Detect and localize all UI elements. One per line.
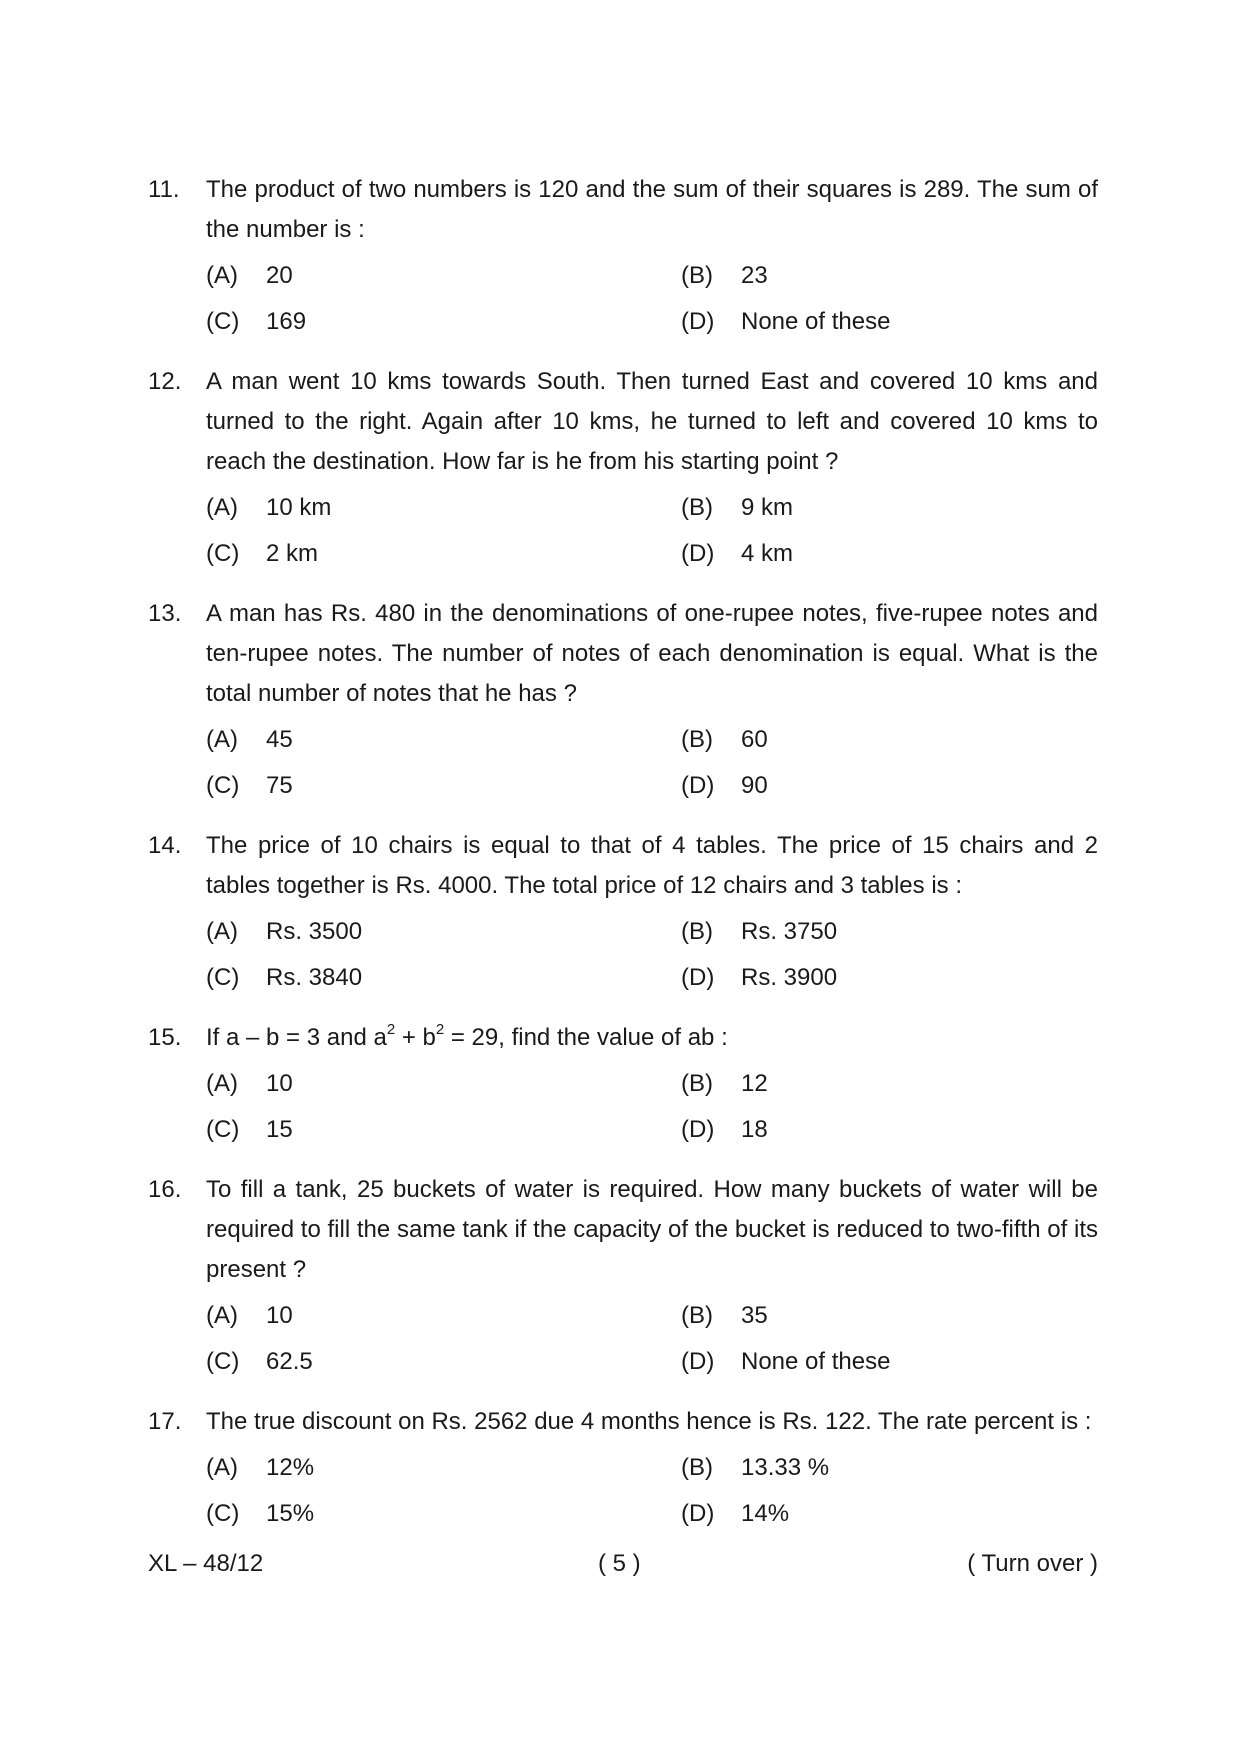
option-a	[206, 488, 681, 528]
option-value: 23	[741, 262, 768, 289]
option-value: Rs. 3840	[266, 964, 363, 991]
option-b	[681, 720, 1098, 760]
question-text: The product of two numbers is 120 and the sum of their squares is 289. The sum of the number is :	[206, 176, 1098, 243]
option-label: (C)	[206, 1500, 240, 1527]
option-label: (A)	[206, 1302, 238, 1329]
option-a	[206, 256, 681, 296]
option-label: (B)	[681, 1302, 713, 1329]
option-b	[681, 912, 1098, 952]
option-label: (D)	[681, 1500, 715, 1527]
option-label: (D)	[681, 308, 715, 335]
option-value: 10 km	[266, 494, 332, 521]
question-11	[148, 170, 1098, 342]
option-c	[206, 766, 681, 806]
option-c	[206, 1110, 681, 1150]
option-value: 60	[741, 726, 768, 753]
turn-over-note: ( Turn over )	[967, 1550, 1098, 1577]
question-text-part: + b	[395, 1024, 436, 1051]
option-label: (C)	[206, 308, 240, 335]
question-12	[148, 362, 1098, 574]
question-list	[148, 170, 1098, 1554]
question-number: 13.	[148, 600, 182, 627]
options	[206, 488, 1098, 574]
option-label: (B)	[681, 1454, 713, 1481]
paper-code: XL – 48/12	[148, 1550, 264, 1577]
option-label: (C)	[206, 772, 240, 799]
option-value: 90	[741, 772, 768, 799]
option-label: (A)	[206, 1070, 238, 1097]
option-label: (A)	[206, 494, 238, 521]
superscript: 2	[435, 1021, 445, 1038]
options	[206, 912, 1098, 998]
question-number: 16.	[148, 1176, 182, 1203]
option-c	[206, 302, 681, 342]
option-value: 9 km	[741, 494, 794, 521]
option-label: (B)	[681, 1070, 713, 1097]
question-16	[148, 1170, 1098, 1382]
question-14	[148, 826, 1098, 998]
question-number: 11.	[148, 176, 180, 203]
option-value: Rs. 3500	[266, 918, 363, 945]
question-text: To fill a tank, 25 buckets of water is required. How many buckets of water will be required to fill the same tank if the capacity of the bucket is reduced to two-fifth of its present ?	[206, 1176, 1098, 1283]
question-text: A man has Rs. 480 in the denominations of one-rupee notes, five-rupee notes and ten-rupee notes. The number of notes of each denomination is equal. What is the total number of notes that he has ?	[206, 600, 1098, 707]
option-value: Rs. 3750	[741, 918, 838, 945]
option-a	[206, 1064, 681, 1104]
question-number: 12.	[148, 368, 182, 395]
question-text-part: If a – b = 3 and a	[206, 1024, 387, 1051]
option-value: None of these	[741, 308, 891, 335]
question-13	[148, 594, 1098, 806]
option-b	[681, 1064, 1098, 1104]
options	[206, 1064, 1098, 1150]
option-value: 10	[266, 1302, 293, 1329]
option-label: (C)	[206, 1116, 240, 1143]
option-value: 45	[266, 726, 293, 753]
option-value: 35	[741, 1302, 768, 1329]
option-value: 75	[266, 772, 293, 799]
option-label: (A)	[206, 918, 238, 945]
option-label: (D)	[681, 540, 715, 567]
option-label: (C)	[206, 540, 240, 567]
option-c	[206, 1342, 681, 1382]
option-value: 169	[266, 308, 307, 335]
option-value: 18	[741, 1116, 768, 1143]
option-a	[206, 912, 681, 952]
option-a	[206, 1448, 681, 1488]
options	[206, 1296, 1098, 1382]
question-text: The price of 10 chairs is equal to that of 4 tables. The price of 15 chairs and 2 tables together is Rs. 4000. The total price of 12 chairs and 3 tables is :	[206, 832, 1098, 899]
option-label: (A)	[206, 726, 238, 753]
option-value: 4 km	[741, 540, 794, 567]
option-value: 62.5	[266, 1348, 313, 1375]
option-c	[206, 1494, 681, 1534]
option-c	[206, 534, 681, 574]
option-value: 14%	[741, 1500, 790, 1527]
option-d	[681, 1110, 1098, 1150]
question-number: 15.	[148, 1024, 182, 1051]
option-label: (D)	[681, 1348, 715, 1375]
option-d	[681, 958, 1098, 998]
question-text: A man went 10 kms towards South. Then turned East and covered 10 kms and turned to the right. Again after 10 kms, he turned to left and covered 10 kms to reach the destination. How far is he from his starting point ?	[206, 368, 1098, 475]
option-value: 10	[266, 1070, 293, 1097]
options	[206, 1448, 1098, 1534]
option-value: 13.33 %	[741, 1454, 830, 1481]
question-text-part: = 29, find the value of ab :	[444, 1024, 728, 1051]
option-label: (B)	[681, 494, 713, 521]
superscript: 2	[386, 1021, 396, 1038]
option-value: 15%	[266, 1500, 315, 1527]
question-text	[206, 1018, 1098, 1058]
option-value: 20	[266, 262, 293, 289]
option-b	[681, 256, 1098, 296]
option-label: (B)	[681, 726, 713, 753]
question-number: 17.	[148, 1408, 182, 1435]
option-value: None of these	[741, 1348, 891, 1375]
option-label: (A)	[206, 1454, 238, 1481]
option-b	[681, 1296, 1098, 1336]
option-value: 2 km	[266, 540, 319, 567]
option-b	[681, 488, 1098, 528]
options	[206, 720, 1098, 806]
option-label: (D)	[681, 772, 715, 799]
option-d	[681, 534, 1098, 574]
option-d	[681, 1342, 1098, 1382]
option-label: (A)	[206, 262, 238, 289]
option-value: 12%	[266, 1454, 315, 1481]
option-label: (C)	[206, 964, 240, 991]
option-d	[681, 766, 1098, 806]
option-d	[681, 1494, 1098, 1534]
option-value: Rs. 3900	[741, 964, 838, 991]
option-value: 15	[266, 1116, 293, 1143]
question-number: 14.	[148, 832, 182, 859]
option-c	[206, 958, 681, 998]
question-text: The true discount on Rs. 2562 due 4 months hence is Rs. 122. The rate percent is :	[206, 1408, 1092, 1435]
option-d	[681, 302, 1098, 342]
question-15	[148, 1018, 1098, 1150]
options	[206, 256, 1098, 342]
option-label: (D)	[681, 964, 715, 991]
option-label: (D)	[681, 1116, 715, 1143]
option-a	[206, 1296, 681, 1336]
option-b	[681, 1448, 1098, 1488]
option-label: (B)	[681, 262, 713, 289]
option-value: 12	[741, 1070, 768, 1097]
option-a	[206, 720, 681, 760]
question-17	[148, 1402, 1098, 1534]
option-label: (B)	[681, 918, 713, 945]
page-number: ( 5 )	[598, 1550, 641, 1577]
option-label: (C)	[206, 1348, 240, 1375]
